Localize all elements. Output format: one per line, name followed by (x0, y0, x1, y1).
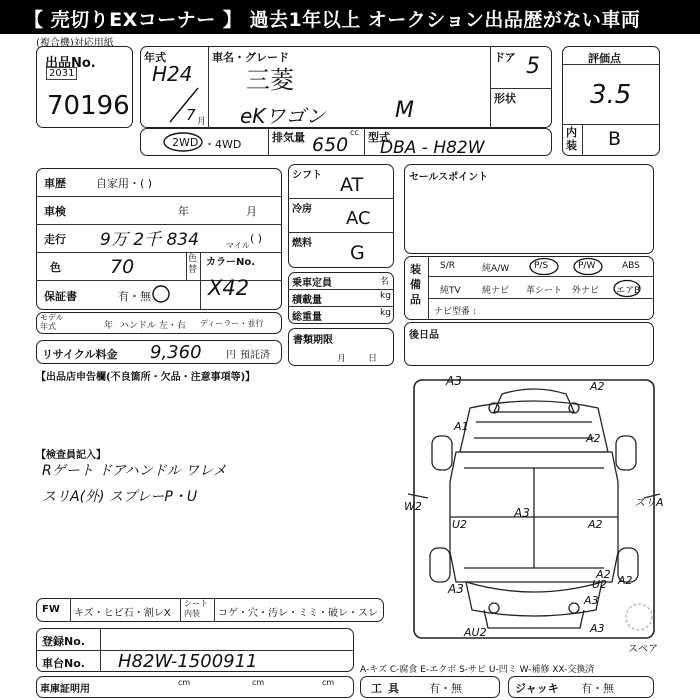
color-no-value: X42 (208, 276, 250, 300)
warranty-label: 保証書 (44, 290, 77, 303)
equip-airbag-circle (612, 279, 642, 298)
jack-value: 有・無 (581, 682, 614, 695)
recycle-status: 預託済 (240, 350, 270, 361)
diagram-mark: A2 (590, 380, 605, 393)
sales-points-label: セールスポイント (409, 172, 489, 183)
diagram-mark: AU2 (464, 626, 487, 639)
seller-notes-label: 【出品店申告欄(不良箇所・欠品・注意事項等)】 (36, 372, 256, 383)
year-month: 7 (186, 106, 196, 124)
recycle-unit: 円 (226, 350, 236, 361)
chassis-label: 車台No. (42, 657, 85, 670)
divider (70, 598, 71, 622)
tools-label: 工具 (371, 682, 405, 695)
shape-label: 形状 (494, 92, 516, 105)
mileage-paren: ( ) (250, 232, 263, 245)
interior-value: B (608, 128, 622, 150)
equip-ext-navi: 外ナビ (572, 286, 600, 296)
equip-aw: 純A/W (482, 264, 510, 274)
after-day-box (404, 322, 654, 366)
diagram-mark: A3 (446, 374, 462, 388)
equip-sr: S/R (440, 261, 455, 271)
after-day-label: 後日品 (409, 330, 439, 341)
equipment-label: 装備品 (410, 263, 421, 306)
equip-leather: 革シート (526, 286, 563, 296)
inspector-line-1: Rゲート ドアハンドル ワレメ (42, 463, 227, 479)
warranty-circle (150, 284, 172, 304)
header-banner-text: 【 売切りEXコーナー 】 過去1年以上 オークション出品歴がない車両 (24, 9, 641, 31)
load-unit: kg (380, 291, 391, 301)
load-label: 積載量 (292, 295, 322, 306)
interior-label: 内装 (566, 126, 577, 152)
divider (214, 598, 215, 622)
dealer-value: ディーラー・並行 (200, 319, 264, 328)
diagram-mark: A2 (588, 518, 603, 531)
color-note-label: 色替 (188, 254, 198, 275)
handle-value: ハンドル 左・右 (120, 321, 186, 331)
divider (428, 256, 429, 320)
fuel-label: 燃料 (292, 238, 312, 249)
lot-number: 70196 (47, 91, 130, 121)
displacement-unit: cc (350, 128, 359, 137)
diagram-mark: A3 (448, 582, 464, 596)
divider (490, 88, 552, 89)
recycle-value: 9,360 (150, 342, 202, 363)
divider (428, 298, 654, 299)
model-type-label: 型式 (368, 131, 390, 144)
fw-items: キズ・ヒビ石・割レX (74, 608, 171, 619)
capacity-unit: 名 (380, 277, 390, 287)
diagram-mark: U2 (592, 578, 608, 591)
warranty-value: 有・無 (118, 290, 151, 303)
header-banner (0, 0, 700, 34)
divider (490, 46, 491, 128)
diagram-mark: W2 (404, 500, 422, 513)
history-label: 車歴 (44, 177, 66, 190)
chassis-value: H82W-1500911 (118, 651, 258, 672)
ac-label: 冷房 (292, 204, 312, 215)
equip-navi: 純ナビ (482, 286, 510, 296)
certificate-cm-3: cm (322, 678, 335, 687)
divider (36, 196, 282, 197)
divider (562, 124, 660, 125)
fuel-value: G (350, 242, 365, 264)
doc-expiry-box (288, 328, 400, 366)
model-year-label: モデル年式 (40, 313, 64, 331)
capacity-label: 乗車定員 (292, 278, 332, 289)
drive-4wd: ・4WD (204, 138, 242, 151)
vehicle-grade: M (395, 98, 414, 123)
year-label: 年式 (144, 51, 166, 64)
divider (200, 252, 201, 310)
shift-value: AT (340, 174, 364, 196)
lot-box (36, 46, 133, 128)
car-damage-diagram (404, 372, 664, 642)
year-era: H24 (152, 62, 193, 86)
divider (208, 46, 209, 128)
diagram-mark: A3 (584, 594, 599, 607)
form-type-note: (複合機)対応用紙 (36, 38, 114, 49)
damage-legend: A-キズ C-腐食 E-エクボ S-サビ U-凹ミ W-補修 XX-交換済 (360, 665, 595, 675)
equip-pw-circle (572, 257, 604, 276)
rating-label: 評価点 (588, 52, 621, 65)
jack-box (508, 676, 654, 698)
mileage-unit: マイル (226, 241, 250, 250)
inspector-line-2: スリA(外) スプレーP・U (42, 489, 198, 505)
seat-items: コゲ・穴・汚レ・ミミ・破レ・スレ (218, 608, 378, 619)
lot-label: 出品No. (45, 56, 96, 71)
displacement-value: 650 (312, 134, 349, 156)
weight-unit: kg (380, 308, 391, 318)
vehicle-model: eKワゴン (240, 104, 326, 128)
inspector-label: 【検査員記入】 (36, 450, 106, 461)
history-value: 自家用・( ) (96, 177, 153, 190)
equip-pw: P/W (578, 261, 596, 271)
drive-2wd: 2WD (172, 136, 199, 149)
tools-value: 有・無 (429, 682, 462, 695)
weight-label: 総重量 (292, 312, 322, 323)
diagram-mark: スリA (634, 496, 664, 509)
inspection-month-unit: 月 (246, 205, 257, 218)
color-no-label: カラーNo. (206, 257, 256, 268)
equip-navi-model: ナビ型番 : (434, 307, 476, 317)
divider (268, 128, 269, 156)
seat-label: シート内装 (184, 599, 208, 618)
tools-box (360, 676, 500, 698)
certificate-cm-1: cm (178, 678, 191, 687)
vehicle-make: 三菱 (246, 66, 294, 94)
divider (288, 232, 394, 233)
ac-value: AC (346, 208, 371, 229)
shift-label: シフト (292, 170, 322, 181)
diagram-mark: A3 (590, 622, 605, 635)
doc-expiry-label: 書類期限 (293, 335, 333, 346)
doc-expiry-unit: 月日 (337, 354, 400, 364)
doors-value: 5 (526, 54, 540, 79)
divider (288, 198, 394, 199)
sales-points-box (404, 164, 654, 254)
jack-label: ジャッキ (515, 682, 559, 695)
diagram-mark: A2 (586, 432, 601, 445)
divider (364, 128, 365, 156)
diagram-mark: A3 (514, 506, 530, 520)
divider (582, 124, 583, 156)
displacement-label: 排気量 (272, 131, 305, 144)
divider (180, 598, 181, 622)
diagram-mark: A1 (454, 420, 469, 433)
year-month-unit: 月 (197, 117, 207, 127)
equip-abs: ABS (622, 261, 640, 271)
equip-tv: 純TV (440, 286, 461, 296)
diagram-mark: A2 (618, 574, 633, 587)
model-type-value: DBA - H82W (380, 138, 485, 158)
color-value: 70 (110, 256, 135, 278)
spare-label: スペア (628, 644, 658, 655)
inspection-label: 車検 (44, 205, 66, 218)
fw-label: FW (42, 604, 60, 615)
certificate-cm-2: cm (252, 678, 265, 687)
rating-score: 3.5 (590, 80, 632, 110)
mileage-value: 9万 2千 834 (100, 230, 199, 250)
divider (288, 289, 394, 290)
lot-small-code: 2031 (46, 67, 77, 80)
color-label: 色 (50, 261, 61, 274)
diagram-mark: U2 (452, 518, 468, 531)
equip-airbag: エアB (616, 286, 641, 296)
divider (288, 306, 394, 307)
mileage-label: 走行 (44, 233, 66, 246)
certificate-label: 車庫証明用 (40, 684, 90, 695)
spare-tire-icon (626, 604, 652, 630)
doors-label: ドア (494, 51, 516, 64)
recycle-label: リサイクル料金 (42, 348, 118, 361)
model-year-unit: 年 (104, 321, 114, 331)
equip-ps-circle (528, 257, 560, 276)
diagram-mark: A2 (596, 568, 611, 581)
registration-label: 登録No. (42, 635, 85, 648)
vehicle-name-label: 車名・グレード (212, 51, 289, 64)
inspection-year-unit: 年 (178, 205, 189, 218)
divider (186, 252, 187, 280)
equip-ps: P/S (534, 261, 549, 271)
divider (428, 276, 654, 277)
divider (100, 628, 101, 672)
